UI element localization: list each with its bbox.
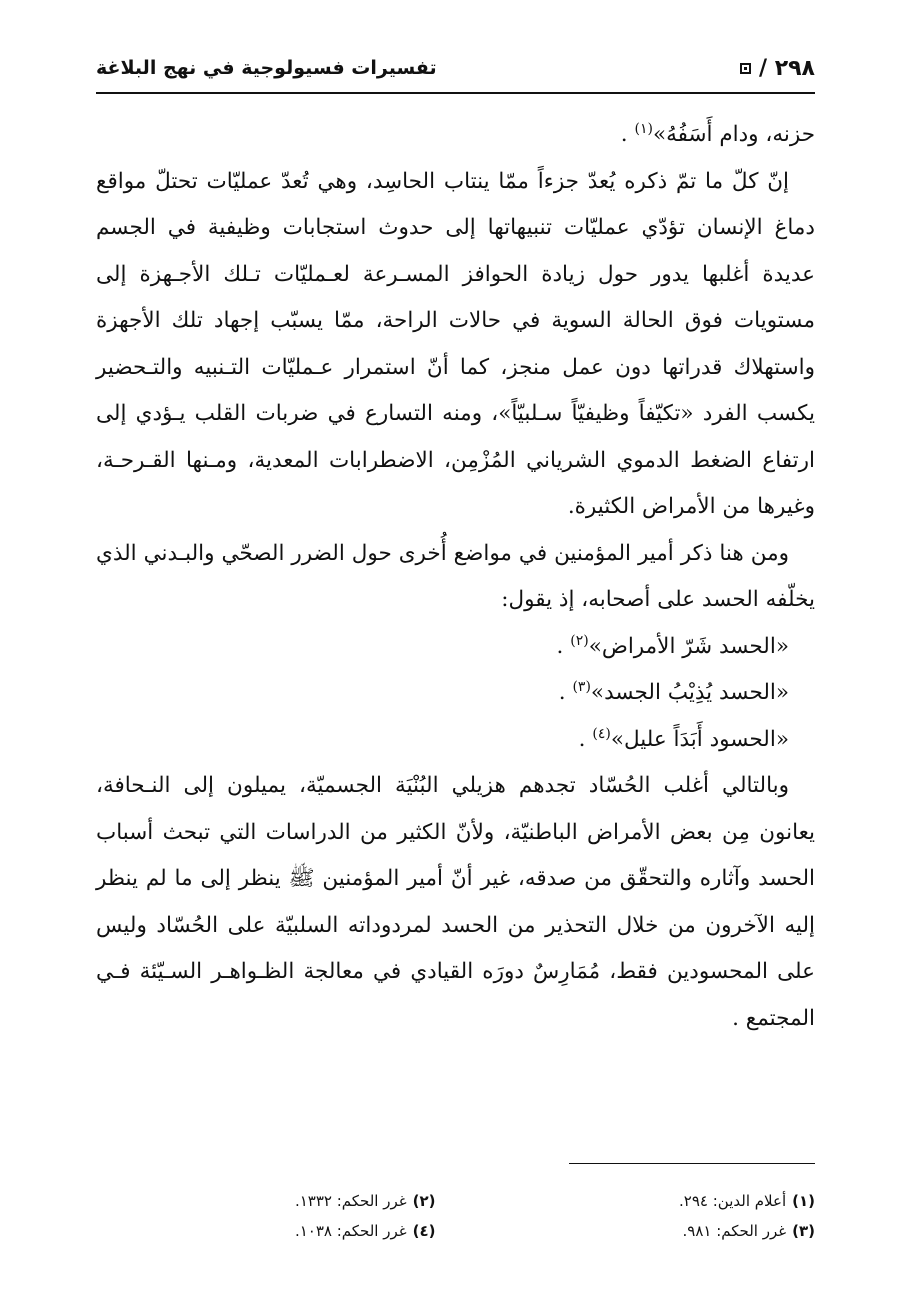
footnote-ref: (٣): [572, 678, 591, 695]
paragraph-continuation: حزنه، ودام أَسَفُهُ»$^{(١)}$ .: [620, 120, 815, 147]
running-header: [96, 48, 815, 94]
page-number: ٢٩٨ /: [759, 55, 815, 81]
book-title: تفسيرات فسيولوجية في نهج البلاغة: [96, 57, 437, 79]
quote-line: «الحسد يُذِيْبُ الجسد»$^{(٣)}$ .: [558, 678, 789, 705]
footnote-ref: (٢): [570, 632, 589, 649]
paragraph: ومن هنا ذكر أمير المؤمنين في مواضع أُخرى حول الضرر الصحّي والبـدني الذي يخلّفه الحسد على أصحابه، إذ يقول:: [96, 540, 815, 612]
body-text: [96, 112, 815, 1042]
footnote-ref: (٤): [592, 725, 611, 742]
footnotes: [96, 1186, 815, 1246]
footnote-item: (٣)غرر الحكم: ٩٨١.: [682, 1222, 815, 1240]
footnote-item: (٤)غرر الحكم: ١٠٣٨.: [294, 1222, 436, 1240]
quote-line: «الحسد شَرّ الأمراض»$^{(٢)}$ .: [556, 632, 789, 659]
paragraph: إنّ كلّ ما تمّ ذكره يُعدّ جزءاً ممّا ينتاب الحاسِد، وهي تُعدّ عمليّات تحتلّ مواقع دماغ الإنسان تؤدّي عمليّات تنبيهاتها إلى حدوث استجابات وظيفية في الجسم عديدة أغلبها يدور حول زيادة الحوافز المسـرعة لعـمليّات تـلك الأجـهزة إلى مستويات فوق الحالة السوية في حالات الراحة، ممّا يسبّب إجهاد تلك الأجهزة واستهلاك قدراتها دون عمل منجز، كما أنّ استمرار عـمليّات التـنبيه والتـحضير يكسب الفرد «تكيّفاً وظيفيّاً سـلبيّاً»، ومنه التسارع في ضربات القلب يـؤدي إلى ارتفاع الضغط الدموي الشرياني المُزْمِن، الاضطرابات المعدية، ومـنها القـرحـة، وغيرها من الأمراض الكثيرة.: [96, 168, 815, 519]
footnote-ref: (١): [634, 120, 653, 137]
quote-line: «الحسود أَبَدَاً عليل»$^{(٤)}$ .: [578, 725, 789, 752]
footnote-item: (١)أعلام الدين: ٢٩٤.: [679, 1192, 815, 1210]
page-number-group: [740, 56, 815, 81]
footnote-item: (٢)غرر الحكم: ١٣٣٢.: [294, 1192, 436, 1210]
square-ornament-icon: [740, 63, 751, 74]
footnote-divider: [569, 1163, 815, 1164]
paragraph: وبالتالي أغلب الحُسّاد تجدهم هزيلي البُنْيَة الجسميّة، يميلون إلى النـحافة، يعانون مِن بعض الأمراض الباطنيّة، ولأنّ الكثير من الدراسات التي تبحث أسباب الحسد وآثاره والتحقّق من صدقه، غير أنّ أمير المؤمنين ﷺ ينظر إلى ما لم ينظر إليه الآخرون من خلال التحذير من الحسد لمردوداته السلبيّة على الحُسّاد وليس على المحسودين فقط، مُمَارِسٌ دورَه القيادي في معالجة الظـواهـر السـيّئة فـي المجتمع .: [96, 773, 815, 1031]
